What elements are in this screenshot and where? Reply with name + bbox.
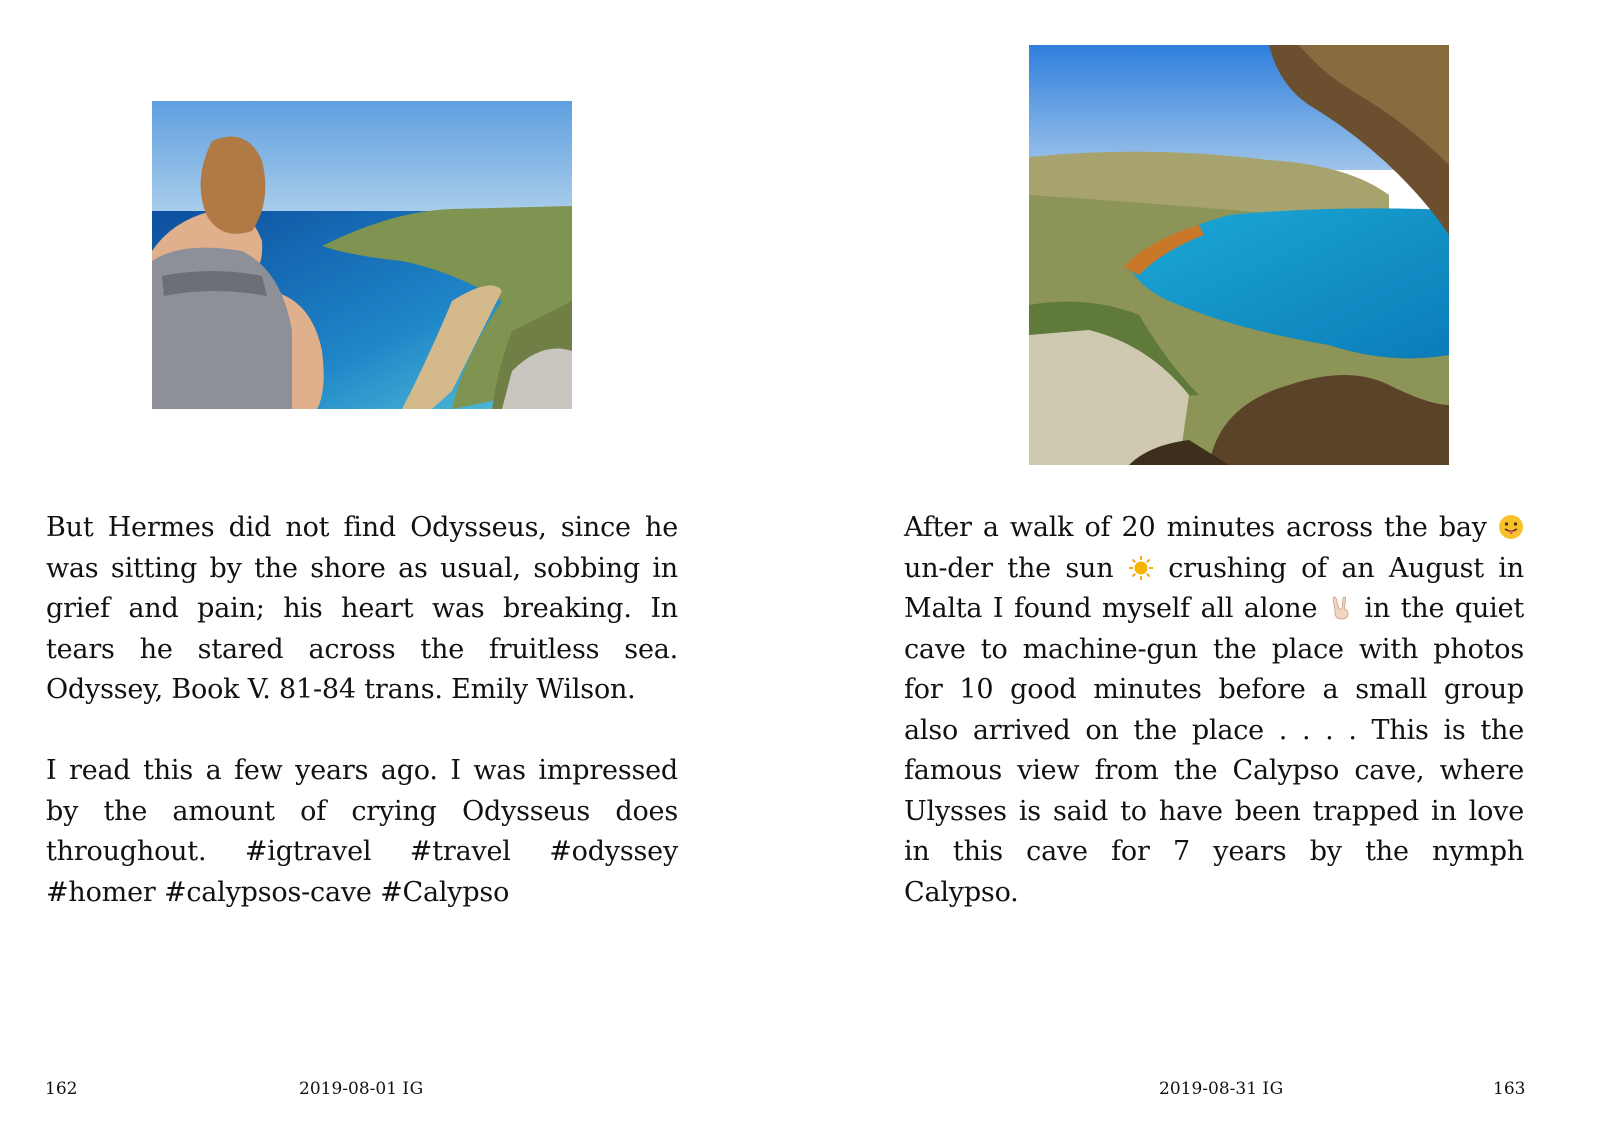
page-number-right: 163 [1493,1079,1526,1099]
page-number-left: 162 [45,1079,78,1099]
odyssey-quote-paragraph: But Hermes did not find Odysseus, since he was sitting by the shore as usual, sobbing in grief and pain; his heart was breaking. In tears he stared across the fruitless sea. Odyssey, Book V. 81-84 trans. Emily Wilson. [46,512,678,705]
cave-view-photo [1029,45,1449,465]
caption-part-1: After a walk of 20 minutes across the bay [904,512,1498,543]
sun-icon [1128,555,1154,581]
right-page [800,0,1600,1128]
caption-part-4: in the quiet cave to machine-gun the place with photos for 10 good minutes before a small group also arrived on the place . . . . This is the famous view from the Calypso cave, where Ulysses is said to have been trapped in love in this cave for 7 years by the nymph Calypso. [904,593,1524,908]
post-date: 2019-08-31 [1159,1079,1258,1099]
travel-caption-paragraph [904,508,1524,913]
caption-part-3: crushing of an August in Malta I found myself all alone [904,552,1524,624]
date-source-left [299,1078,424,1100]
left-body-text [46,508,678,913]
victory-hand-icon [1328,595,1354,621]
right-body-text [904,508,1524,913]
tongue-face-icon [1498,514,1524,540]
date-source-right [1159,1078,1284,1100]
caption-part-2: un-der the sun [904,552,1128,584]
post-source: IG [402,1079,424,1099]
hiker-bay-photo [152,101,572,409]
post-source: IG [1262,1079,1284,1099]
caption-paragraph: I read this a few years ago. I was impressed by the amount of crying Odysseus does throughout. #igtravel #travel #odyssey #homer #calypsos-cave #Calypso [46,755,678,908]
post-date: 2019-08-01 [299,1079,398,1099]
